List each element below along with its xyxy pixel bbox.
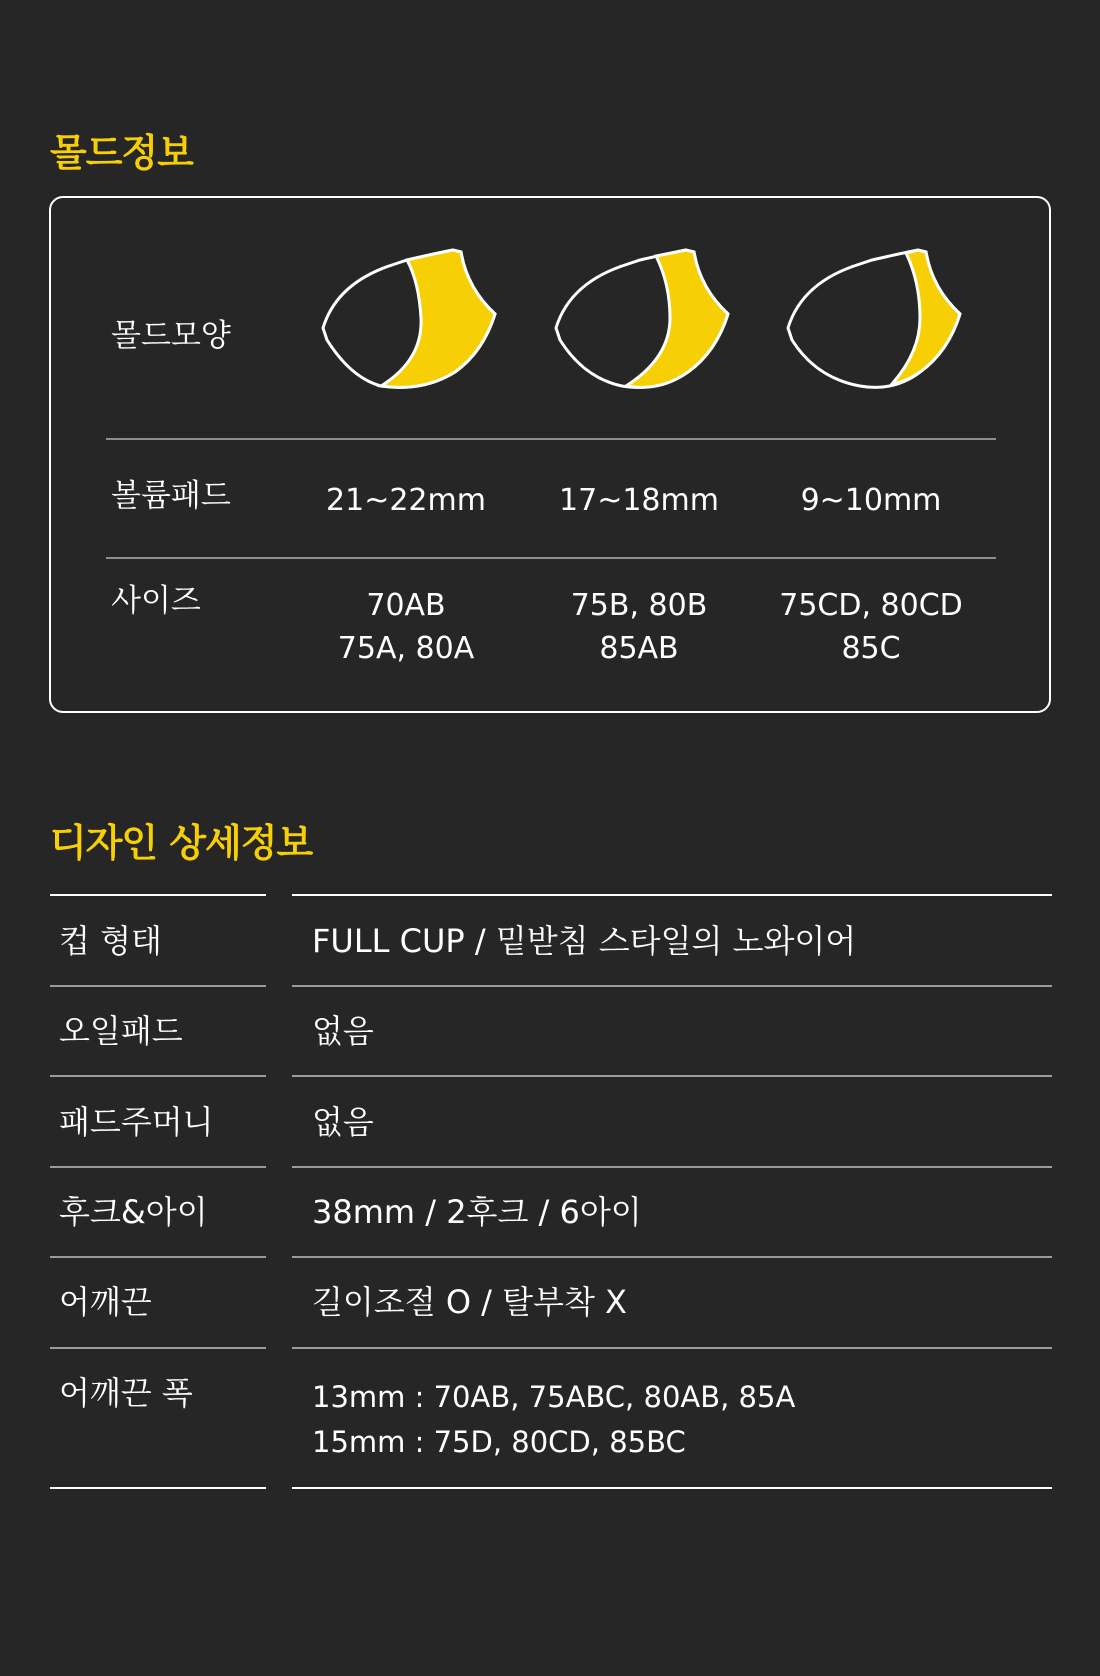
spec-label: 패드주머니 bbox=[59, 1103, 214, 1141]
spec-row-strap-width bbox=[50, 1347, 1052, 1487]
spec-value: 길이조절 O / 탈부착 X bbox=[312, 1283, 627, 1321]
spec-label: 후크&아이 bbox=[59, 1193, 208, 1231]
spec-value: 38mm / 2후크 / 6아이 bbox=[312, 1193, 642, 1231]
spec-row-strap bbox=[50, 1256, 1052, 1346]
size-value-2-line1: 75B, 80B bbox=[570, 588, 708, 623]
table-bottom-line-left bbox=[50, 1487, 266, 1489]
pad-value-1: 21~22mm bbox=[326, 483, 486, 518]
mold-shape-small-icon bbox=[780, 248, 964, 396]
spec-label: 어깨끈 폭 bbox=[59, 1374, 193, 1412]
spec-value: 없음 bbox=[312, 1103, 374, 1141]
size-value-3-line1: 75CD, 80CD bbox=[779, 588, 963, 623]
volume-pad-label: 볼륨패드 bbox=[111, 478, 231, 514]
spec-value bbox=[312, 1375, 795, 1465]
size-value-3 bbox=[756, 584, 986, 670]
size-value-3-line2: 85C bbox=[841, 631, 901, 666]
size-value-1-line1: 70AB bbox=[366, 588, 446, 623]
size-value-1-line2: 75A, 80A bbox=[337, 631, 475, 666]
size-value-1 bbox=[291, 584, 521, 670]
spec-label: 오일패드 bbox=[59, 1012, 183, 1050]
mold-info-box bbox=[49, 196, 1051, 713]
table-bottom-line-right bbox=[292, 1487, 1052, 1489]
spec-value: 없음 bbox=[312, 1012, 374, 1050]
spec-row-cup-shape bbox=[50, 894, 1052, 984]
spec-label: 어깨끈 bbox=[59, 1283, 152, 1321]
spec-row-pad-pocket bbox=[50, 1075, 1052, 1165]
pad-value-3: 9~10mm bbox=[800, 483, 942, 518]
size-value-2-line2: 85AB bbox=[599, 631, 679, 666]
spec-value: FULL CUP / 밑받침 스타일의 노와이어 bbox=[312, 922, 857, 960]
strap-width-line2: 15mm : 75D, 80CD, 85BC bbox=[312, 1425, 686, 1459]
design-detail-title: 디자인 상세정보 bbox=[50, 821, 313, 865]
spec-row-oil-pad bbox=[50, 985, 1052, 1075]
mold-shape-label: 몰드모양 bbox=[111, 318, 231, 354]
mold-shape-large-icon bbox=[315, 248, 499, 396]
mold-divider-2 bbox=[106, 557, 996, 559]
pad-value-2: 17~18mm bbox=[559, 483, 719, 518]
mold-info-title: 몰드정보 bbox=[50, 131, 193, 175]
size-value-2 bbox=[524, 584, 754, 670]
spec-row-hook-eye bbox=[50, 1166, 1052, 1256]
mold-shape-medium-icon bbox=[548, 248, 732, 396]
strap-width-line1: 13mm : 70AB, 75ABC, 80AB, 85A bbox=[312, 1380, 796, 1414]
size-label: 사이즈 bbox=[111, 583, 201, 619]
spec-label: 컵 형태 bbox=[59, 922, 162, 960]
mold-divider-1 bbox=[106, 438, 996, 440]
